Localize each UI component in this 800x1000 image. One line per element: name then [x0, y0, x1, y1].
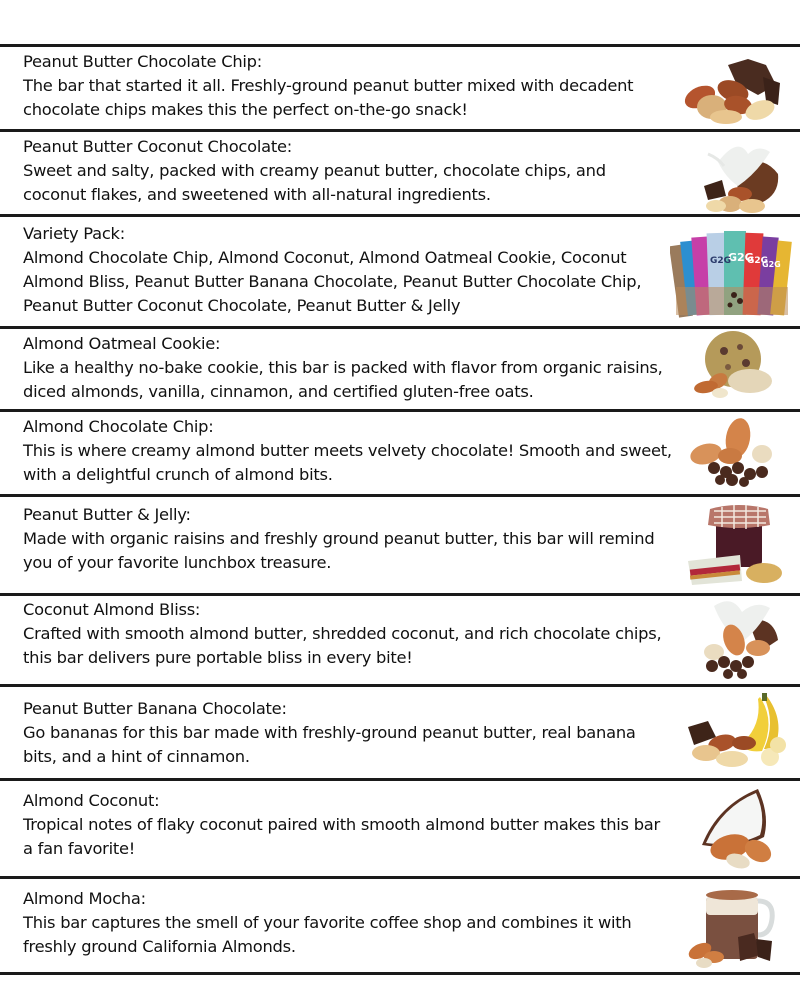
product-text: [23, 332, 673, 404]
product-row: [0, 497, 800, 593]
coconut-almonds-chocolate-image: [678, 596, 790, 682]
product-text: [23, 598, 673, 670]
product-text: [23, 887, 673, 959]
coconut-milk-peanuts-image: [678, 134, 790, 216]
oatmeal-cookie-almonds-image: [678, 329, 790, 407]
product-row: [0, 687, 800, 778]
product-description: Like a healthy no-bake cookie, this bar is packed with flavor from organic raisins, diced almonds, vanilla, cinnamon, and certified gluten-free oats.: [23, 358, 663, 401]
svg-text:G2G: G2G: [762, 260, 781, 269]
product-description: Tropical notes of flaky coconut paired with smooth almond butter makes this bar a fan favorite!: [23, 815, 660, 858]
product-title: Almond Mocha:: [23, 889, 146, 908]
product-title: Peanut Butter Banana Chocolate:: [23, 699, 287, 718]
product-description: Sweet and salty, packed with creamy peanut butter, chocolate chips, and coconut flakes, and sweetened with all-natural ingredients.: [23, 161, 606, 204]
product-title: Coconut Almond Bliss:: [23, 600, 201, 619]
product-description: Go bananas for this bar made with freshly-ground peanut butter, real banana bits, and a hint of cinnamon.: [23, 723, 636, 766]
g2g-bars-fan-image: [670, 225, 792, 321]
product-title: Peanut Butter Coconut Chocolate:: [23, 137, 292, 156]
product-text: [23, 789, 673, 861]
svg-text:G2G: G2G: [710, 256, 732, 266]
coconut-almonds-image: [678, 785, 790, 873]
product-description: This is where creamy almond butter meets velvety chocolate! Smooth and sweet, with a delightful crunch of almond bits.: [23, 441, 672, 484]
product-title: Peanut Butter & Jelly:: [23, 505, 191, 524]
product-description: Almond Chocolate Chip, Almond Coconut, Almond Oatmeal Cookie, Coconut Almond Bliss, Peanut Butter Banana Chocolate, Peanut Butter Chocolate Chip, Peanut Butter Coconut Chocolate, Peanut Butter & Jelly: [23, 248, 642, 315]
svg-text:G2G: G2G: [728, 251, 754, 264]
product-title: Variety Pack:: [23, 224, 125, 243]
divider: [0, 972, 800, 975]
product-title: Almond Coconut:: [23, 791, 160, 810]
product-text: [23, 135, 673, 207]
product-text: [23, 415, 673, 487]
almonds-chocolate-chips-image: [678, 416, 790, 492]
peanuts-chocolate-image: [678, 55, 790, 125]
product-text: [23, 50, 673, 122]
product-text: [23, 697, 673, 769]
product-description: Crafted with smooth almond butter, shredded coconut, and rich chocolate chips, this bar delivers pure portable bliss in every bite!: [23, 624, 662, 667]
product-row: [0, 879, 800, 972]
product-row: [0, 412, 800, 494]
product-row: [0, 329, 800, 409]
jam-jar-sandwich-image: [678, 501, 790, 591]
product-description: This bar captures the smell of your favorite coffee shop and combines it with freshly ground California Almonds.: [23, 913, 632, 956]
product-row: [0, 132, 800, 214]
product-row: [0, 47, 800, 129]
product-title: Almond Chocolate Chip:: [23, 417, 214, 436]
product-text: [23, 503, 673, 575]
product-row: [0, 217, 800, 326]
product-text: [23, 222, 673, 318]
product-title: Almond Oatmeal Cookie:: [23, 334, 221, 353]
svg-text:G2G: G2G: [747, 256, 769, 266]
product-description: The bar that started it all. Freshly-ground peanut butter mixed with decadent chocolate chips makes this the perfect on-the-go snack!: [23, 76, 634, 119]
product-row: [0, 781, 800, 876]
product-description: Made with organic raisins and freshly ground peanut butter, this bar will remind you of your favorite lunchbox treasure.: [23, 529, 655, 572]
mocha-mug-almonds-image: [678, 883, 790, 971]
banana-peanuts-chocolate-image: [678, 691, 790, 777]
product-title: Peanut Butter Chocolate Chip:: [23, 52, 262, 71]
product-row: [0, 596, 800, 684]
